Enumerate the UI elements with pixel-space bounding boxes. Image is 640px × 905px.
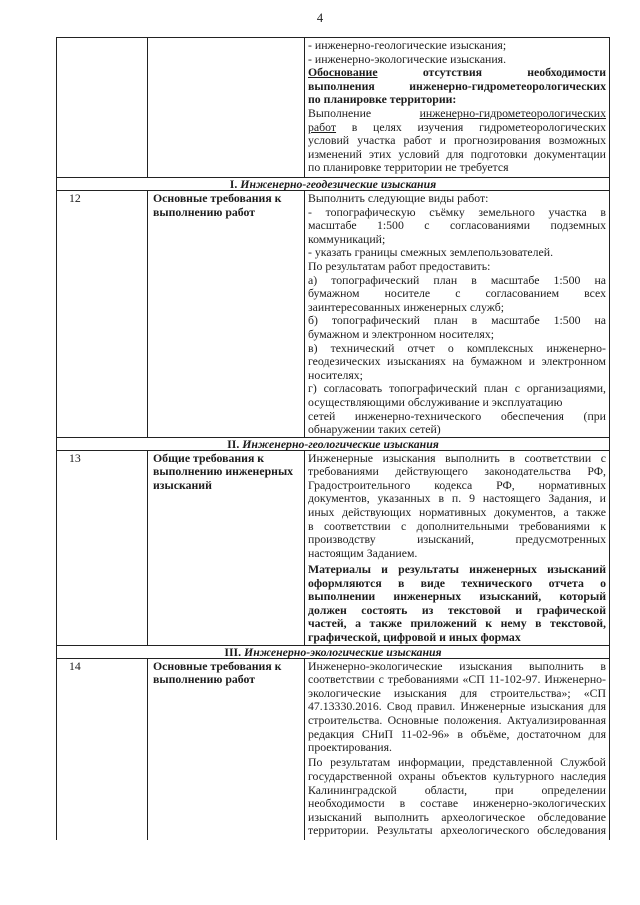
row-number-cell: 12: [57, 191, 148, 437]
page-number: 4: [316, 11, 324, 25]
paragraph: [308, 452, 606, 561]
paragraph: [308, 756, 606, 838]
section-numeral: I.: [229, 177, 238, 191]
text-line: заинтересованных инженерных служб;: [308, 299, 505, 314]
requirement-cell: [148, 38, 305, 177]
text-line: должен состоять из текстовой и графической: [308, 602, 606, 617]
bold-paragraph: [308, 563, 606, 645]
text-line: По результатам информации, представленной Службой: [308, 755, 606, 770]
text-line: строительства. Основные положения. Актуализированная: [308, 713, 606, 728]
text-line: в) технический отчет о комплексных инженерно-: [308, 340, 606, 355]
section-header-geological: [57, 438, 609, 451]
justification-heading-line: [308, 66, 606, 80]
text-line: масштабе 1:500 с согласованиями подземных: [308, 218, 606, 233]
row-number-cell: 14: [57, 659, 148, 840]
text-line: Инженерно-экологические изыскания выполнить в: [308, 658, 606, 673]
text-line: территории. Результаты археологического обследования: [308, 823, 606, 838]
text-line: Материалы и результаты инженерных изысканий: [308, 561, 606, 576]
text-line: По результатам работ предоставить:: [308, 258, 491, 273]
text-line: частей, а также приложений к нему в текстовой,: [308, 616, 606, 631]
requirement-line: Основные требования к: [153, 191, 282, 205]
underlined-heading-word: Обоснование: [308, 65, 378, 80]
justification-heading-line: выполнения инженерно-гидрометеорологических: [308, 78, 606, 93]
text-line: геодезических изысканиях на бумажном и электронном: [308, 354, 606, 369]
text-line: бумажном и электронном носителях;: [308, 326, 495, 341]
table-row-continuation: [57, 38, 609, 178]
text-line: выполнении инженерных изысканий, который: [308, 589, 606, 604]
table-row-13: [57, 451, 609, 646]
text-line: бумажном носителе с согласованием всех: [308, 286, 606, 301]
text-line: условий участка работ и прогнозирования возможных: [308, 133, 606, 148]
heading-text: отсутствия необходимости: [422, 65, 606, 80]
text-line: изысканий выполнить археологическое обследование: [308, 809, 606, 824]
text-line: необходимости в составе инженерно-экологических: [308, 796, 606, 811]
content-cell: [305, 451, 609, 645]
text-line: обнаружении таких сетей): [308, 422, 441, 437]
text-line: изменений этих условий для подготовки документации: [308, 146, 606, 161]
text-line: - инженерно-экологические изыскания.: [308, 51, 507, 66]
requirement-line: выполнению работ: [153, 204, 256, 219]
underlined-text: инженерно-гидрометеорологических: [419, 105, 606, 120]
text-line: а) топографический план в масштабе 1:500 на: [308, 272, 606, 287]
text-line: документов, указанных в п. 9 настоящего Задания, и: [308, 491, 606, 506]
requirement-cell: [148, 191, 305, 437]
content-cell: [305, 659, 609, 840]
justification-heading-line: по планировке территории:: [308, 92, 457, 107]
text-line: Выполнить следующие виды работ:: [308, 191, 489, 205]
row-number-cell: [57, 38, 148, 177]
text-line: Инженерные изыскания выполнить в соответствии с: [308, 450, 606, 465]
text-line: г) согласовать топографический план с организациями,: [308, 381, 606, 396]
text-line: производству изысканий, предусмотренных: [308, 532, 606, 547]
requirement-cell: [148, 451, 305, 645]
text-line: иных действующих нормативных документов, а также: [308, 505, 606, 520]
text-line: Калининградской области, при определении: [308, 782, 606, 797]
table-row-12: [57, 191, 609, 438]
text-line: соответствии с требованиями «СП 11-102-97. Инженерно-: [308, 672, 606, 687]
requirement-line: Основные требования к: [153, 658, 282, 673]
text-line: государственной охраны объектов культурного наследия: [308, 768, 606, 783]
text-line: настоящим Заданием.: [308, 545, 418, 560]
text-line: сетей инженерно-технического обеспечения (при: [308, 408, 606, 423]
text-line: - топографическую съёмку земельного участка в: [308, 204, 606, 219]
section-numeral: III.: [224, 644, 242, 659]
text-line: графической, цифровой и иных формах: [308, 629, 521, 644]
text-line: экологические изыскания для строительства»; «СП: [308, 685, 606, 700]
text-line: в соответствии с дополнительными требованиями к: [308, 518, 606, 533]
underlined-text: работ: [308, 119, 337, 134]
paragraph: [308, 660, 606, 755]
text-line: Градостроительного кодекса РФ, нормативных: [308, 477, 606, 492]
text-line: требованиями действующего законодательства РФ,: [308, 464, 606, 479]
text-line: носителях;: [308, 367, 363, 382]
requirements-table: [56, 37, 610, 840]
text-line: редакция СНиП 11-02-96» в объёме, достаточном для: [308, 726, 606, 741]
requirement-line: Общие требования к: [153, 450, 265, 465]
text-line: оформляются в виде технического отчета о: [308, 575, 606, 590]
section-title: Инженерно-геодезические изыскания: [240, 177, 437, 191]
section-title: Инженерно-геологические изыскания: [242, 436, 439, 451]
requirement-line: изысканий: [153, 477, 212, 492]
section-header-geodetic: [57, 178, 609, 191]
text-line: осуществляющими обслуживание и эксплуатацию: [308, 394, 563, 409]
requirement-line: выполнению работ: [153, 672, 256, 687]
text-line: [308, 121, 606, 135]
text-line: б) топографический план в масштабе 1:500 на: [308, 313, 606, 328]
plain-text: Выполнение: [308, 105, 372, 120]
text-line: [308, 107, 606, 121]
text-line: 47.13330.2016. Свод правил. Инженерные изыскания для: [308, 699, 606, 714]
text-line: проектирования.: [308, 740, 392, 755]
section-header-ecological: [57, 646, 609, 659]
section-title: Инженерно-экологические изыскания: [244, 644, 442, 659]
plain-text: в целях изучения гидрометеорологических: [351, 119, 607, 134]
requirement-line: выполнению инженерных: [153, 464, 294, 479]
text-line: - инженерно-геологические изыскания;: [308, 38, 507, 52]
text-line: по планировке территории не требуется: [308, 160, 509, 175]
text-line: коммуникаций;: [308, 231, 386, 246]
section-numeral: II.: [227, 436, 240, 451]
requirement-cell: [148, 659, 305, 840]
table-row-14: [57, 659, 609, 840]
paragraph: [308, 192, 606, 437]
text-line: - указать границы смежных землепользователей.: [308, 245, 554, 260]
content-cell: [305, 191, 609, 437]
row-number-cell: 13: [57, 451, 148, 645]
content-cell: [305, 38, 609, 177]
